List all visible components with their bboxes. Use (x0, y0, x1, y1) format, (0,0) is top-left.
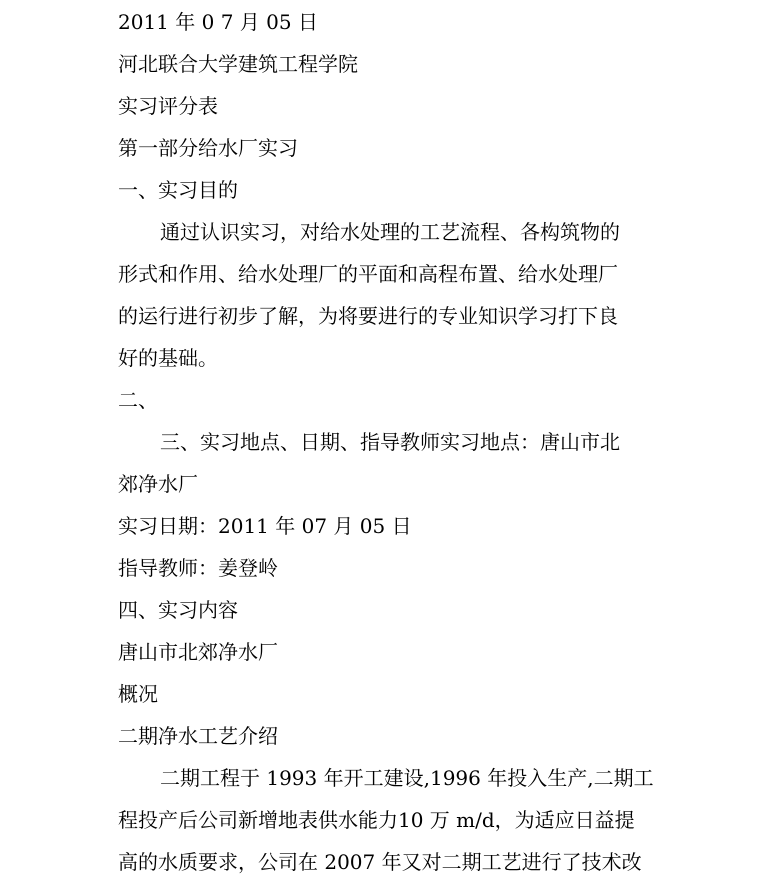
purpose-para-line: 的运行进行初步了解，为将要进行的专业知识学习打下良 (118, 304, 618, 328)
location-para-line: 郊净水厂 (118, 472, 198, 496)
purpose-para-line: 好的基础。 (118, 346, 218, 370)
plant-name: 唐山市北郊净水厂 (118, 640, 278, 664)
section-heading-two: 二、 (118, 388, 158, 412)
phase2-para-line: 高的水质要求，公司在 2007 年又对二期工艺进行了技术改 (118, 850, 642, 874)
overview-heading: 概况 (118, 682, 158, 706)
phase2-para-line: 二期工程于 1993 年开工建设,1996 年投入生产,二期工 (160, 766, 654, 790)
section-heading-content: 四、实习内容 (118, 598, 238, 622)
purpose-para-line: 形式和作用、给水处理厂的平面和高程布置、给水处理厂 (118, 262, 618, 286)
phase2-para-line: 程投产后公司新增地表供水能力10 万 m/d，为适应日益提 (118, 808, 635, 832)
location-para-line: 三、实习地点、日期、指导教师实习地点：唐山市北 (160, 430, 620, 454)
practice-date: 实习日期：2011 年 07 月 05 日 (118, 514, 412, 538)
school-name: 河北联合大学建筑工程学院 (118, 52, 358, 76)
form-title: 实习评分表 (118, 94, 218, 118)
part-title: 第一部分给水厂实习 (118, 136, 298, 160)
document-date: 2011 年 0 7 月 05 日 (118, 10, 318, 34)
instructor: 指导教师：姜登岭 (118, 556, 278, 580)
phase2-heading: 二期净水工艺介绍 (118, 724, 278, 748)
purpose-para-line: 通过认识实习，对给水处理的工艺流程、各构筑物的 (160, 220, 620, 244)
section-heading-purpose: 一、实习目的 (118, 178, 238, 202)
